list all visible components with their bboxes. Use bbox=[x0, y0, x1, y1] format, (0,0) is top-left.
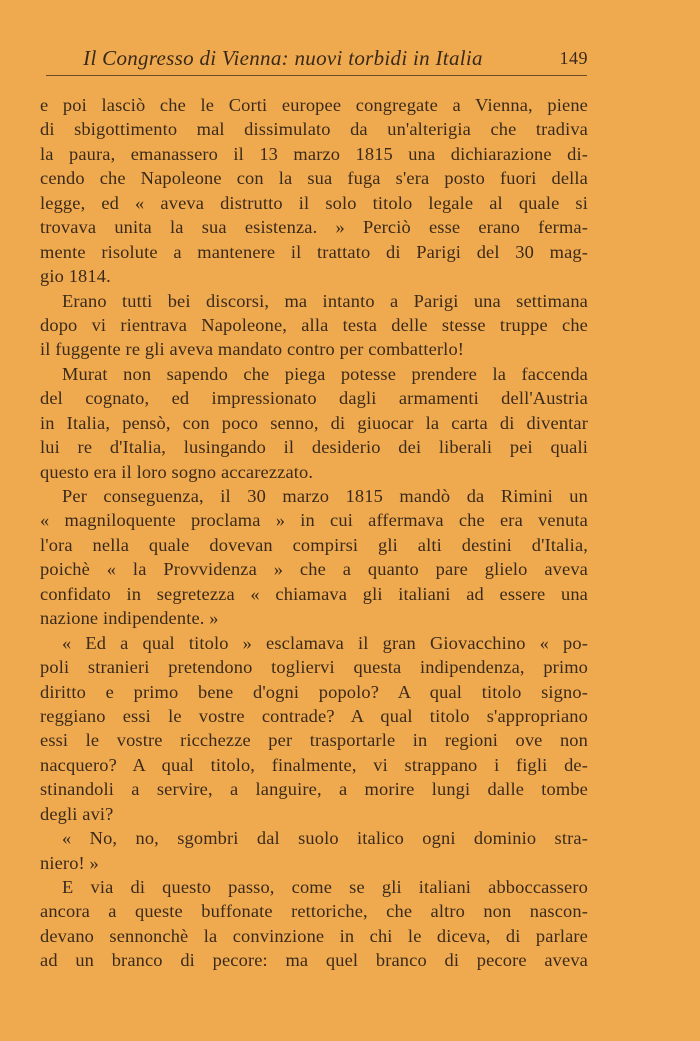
text-line: trovava unita la sua esistenza. » Perciò esse erano ferma- bbox=[40, 217, 588, 238]
text-line: essi le vostre ricchezze per trasportarle in regioni ove non bbox=[40, 730, 588, 751]
text-line: degli avi? bbox=[40, 803, 114, 824]
text-line: diritto e primo bene d'ogni popolo? A qual titolo signo- bbox=[40, 681, 588, 702]
text-line: confidato in segretezza « chiamava gli italiani ad essere una bbox=[40, 583, 588, 604]
text-line: il fuggente re gli aveva mandato contro per combatterlo! bbox=[40, 339, 465, 360]
text-line: dopo vi rientrava Napoleone, alla testa delle stesse truppe che bbox=[40, 314, 588, 335]
text-line: Murat non sapendo che piega potesse prendere la faccenda bbox=[62, 363, 588, 384]
text-line: in Italia, pensò, con poco senno, di giuocar la carta di diventar bbox=[40, 412, 588, 433]
text-line: ancora a queste buffonate rettoriche, che altro non nascon- bbox=[40, 901, 588, 922]
text-line: niero! » bbox=[40, 852, 99, 873]
text-line: « No, no, sgombri dal suolo italico ogni dominio stra- bbox=[62, 828, 588, 849]
text-line: poli stranieri pretendono togliervi questa indipendenza, primo bbox=[40, 657, 588, 678]
page-header bbox=[40, 46, 588, 70]
text-line: del cognato, ed impressionato dagli armamenti dell'Austria bbox=[40, 388, 588, 409]
body-text bbox=[40, 93, 588, 973]
text-line: mente risolute a mantenere il trattato di Parigi del 30 mag- bbox=[40, 241, 588, 262]
text-line: nazione indipendente. » bbox=[40, 608, 219, 629]
text-line: legge, ed « aveva distrutto il solo titolo legale al quale si bbox=[40, 192, 588, 213]
text-line: Erano tutti bei discorsi, ma intanto a Parigi una settimana bbox=[62, 290, 588, 311]
text-line: poichè « la Provvidenza » che a quanto pare glielo aveva bbox=[40, 559, 588, 580]
header-rule bbox=[46, 75, 587, 76]
text-line: lui re d'Italia, lusingando il desiderio dei liberali pei quali bbox=[40, 437, 588, 458]
text-line: cendo che Napoleone con la sua fuga s'era posto fuori della bbox=[40, 168, 588, 189]
text-line: la paura, emanassero il 13 marzo 1815 una dichiarazione di- bbox=[40, 143, 588, 164]
text-line: E via di questo passo, come se gli italiani abboccassero bbox=[62, 877, 588, 897]
page-number: 149 bbox=[559, 48, 588, 68]
text-line: Per conseguenza, il 30 marzo 1815 mandò da Rimini un bbox=[62, 486, 588, 506]
text-line: devano sennonchè la convinzione in chi le diceva, di parlare bbox=[40, 925, 588, 946]
text-line: reggiano essi le vostre contrade? A qual titolo s'appropriano bbox=[40, 705, 588, 726]
text-line: gio 1814. bbox=[40, 266, 111, 287]
text-line: questo era il loro sogno accarezzato. bbox=[40, 461, 314, 482]
text-line: l'ora nella quale dovevan compirsi gli alti destini d'Italia, bbox=[40, 534, 588, 555]
text-line: stinandoli a servire, a languire, a morire lungi dalle tombe bbox=[40, 779, 588, 800]
text-line: e poi lasciò che le Corti europee congregate a Vienna, piene bbox=[40, 95, 588, 115]
text-line: « magniloquente proclama » in cui affermava che era venuta bbox=[40, 510, 588, 531]
text-line: « Ed a qual titolo » esclamava il gran Giovacchino « po- bbox=[62, 632, 588, 653]
text-line: nacquero? A qual titolo, finalmente, vi strappano i figli de- bbox=[40, 754, 588, 775]
running-title: Il Congresso di Vienna: nuovi torbidi in Italia bbox=[83, 46, 483, 70]
text-line: ad un branco di pecore: ma quel branco di pecore aveva bbox=[40, 950, 588, 971]
text-line: di sbigottimento mal dissimulato da un'alterigia che tradiva bbox=[40, 119, 588, 140]
